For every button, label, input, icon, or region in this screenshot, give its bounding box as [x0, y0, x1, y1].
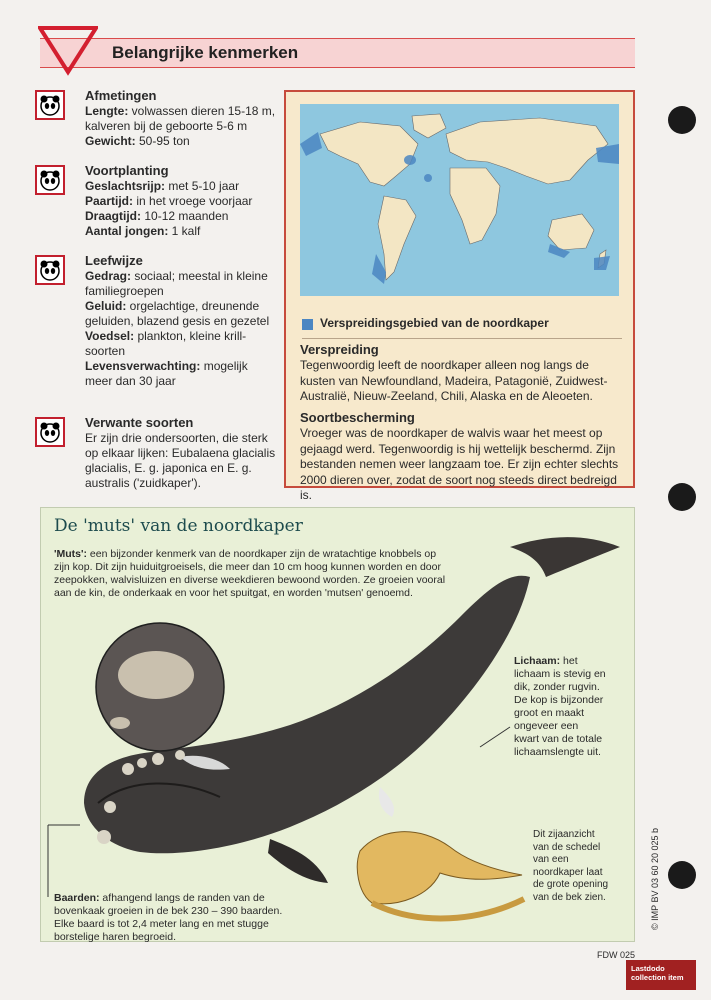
watermark-badge: Lastdodo collection item: [626, 960, 696, 990]
section-title: De 'muts' van de noordkaper: [54, 516, 303, 536]
legend-label: Verspreidingsgebied van de noordkaper: [320, 316, 549, 330]
feature-value: kalveren bij de geboorte 5-6 m: [85, 119, 248, 133]
feature-label: Paartijd:: [85, 194, 134, 208]
binder-hole: [668, 861, 696, 889]
feature-value: volwassen dieren 15-18 m,: [128, 104, 276, 118]
binder-hole: [668, 106, 696, 134]
feature-value: geluiden, blazend gesis en gezetel: [85, 314, 270, 328]
legend-swatch: [302, 319, 313, 330]
feature-value: meer dan 30 jaar: [85, 374, 176, 388]
panda-icon: [35, 417, 65, 447]
feature-heading: Afmetingen: [85, 88, 157, 103]
feature-value: 10-12 maanden: [141, 209, 229, 223]
panda-icon: [35, 90, 65, 120]
feature-label: Lengte:: [85, 104, 129, 118]
feature-label: Gewicht:: [85, 134, 136, 148]
divider: [302, 338, 622, 339]
panda-icon: [35, 165, 65, 195]
feature-afmetingen: [35, 88, 285, 149]
panda-icon: [35, 255, 65, 285]
distribution-card: [284, 90, 635, 502]
muts-label: 'Muts':: [54, 548, 87, 560]
feature-value: australis ('zuidkaper').: [85, 476, 201, 490]
feature-label: Aantal jongen:: [85, 224, 169, 238]
muts-text: een bijzonder kenmerk van de noordkaper zijn de wratachtige knobbels op zijn kop. Dit zijn huiduitgroeisels, die meer dan 10 cm hoog kunnen worden en door zeepokken, walvisluizen en diverse weekdieren bewoond worden. Ze groeien vooral aan de kin, de onderkaak en voor het spuitgat, en worden 'mutsen' genoemd.: [54, 548, 446, 599]
schedel-description: Dit zijaanzicht van de schedel van een noordkaper laat de grote opening van de bek zien.: [533, 829, 609, 903]
binder-hole: [668, 483, 696, 511]
corner-triangle-icon: [38, 26, 98, 76]
copyright: © IMP BV 03 60 20 025 b: [650, 827, 660, 930]
soortbescherming-text: Vroeger was de noordkaper de walvis waar het meest op gejaagd werd. Tegenwoordig is hij wettelijk beschermd. Zijn bestanden nemen weer langzaam toe. Er zijn echter slechts 2000 dieren over, zodat de soort nog steeds direct bedreigd is.: [300, 426, 619, 502]
card-code: FDW 025: [597, 950, 636, 960]
feature-label: Gedrag:: [85, 269, 132, 283]
feature-value: glacialis, E. g. japonica en E. g.: [85, 461, 252, 475]
feature-label: Voedsel:: [85, 329, 135, 343]
feature-heading: Verwante soorten: [85, 415, 194, 430]
feature-label: Geslachtsrijp:: [85, 179, 166, 193]
feature-value: 1 kalf: [168, 224, 201, 238]
feature-leefwijze: [35, 253, 285, 389]
feature-value: mogelijk: [200, 359, 248, 373]
world-map: [300, 104, 619, 296]
feature-value: in het vroege voorjaar: [133, 194, 253, 208]
feature-value: familiegroepen: [85, 284, 164, 298]
feature-heading: Leefwijze: [85, 253, 143, 268]
feature-label: Geluid:: [85, 299, 127, 313]
feature-value: soorten: [85, 344, 126, 358]
lichaam-text: het lichaam is stevig en dik, zonder rugvin. De kop is bijzonder groot en maakt ongeveer een kwart van de totale lichaamslengte uit.: [514, 655, 606, 758]
feature-value: met 5-10 jaar: [165, 179, 240, 193]
feature-value: 50-95 ton: [135, 134, 190, 148]
verspreiding-text: Tegenwoordig leeft de noordkaper alleen nog langs de kusten van Newfoundland, Madeira, Patagonië, Zuidwest-Australië, Nieuw-Zeeland, Chili, Alaska en de Aleoeten.: [300, 358, 608, 403]
page-title: Belangrijke kenmerken: [112, 43, 299, 62]
feature-value: plankton, kleine krill-: [134, 329, 247, 343]
feature-value: orgelachtige, dreunende: [126, 299, 260, 313]
feature-value: op elkaar lijken: Eubalaena glacialis: [85, 446, 276, 460]
baarden-description: [54, 892, 294, 944]
feature-label: Draagtijd:: [85, 209, 142, 223]
soortbescherming-heading: Soortbescherming: [300, 410, 415, 425]
baarden-text: afhangend langs de randen van de bovenkaak groeien in de bek 230 – 390 baarden. Elke baard is tot 2,4 meter lang en met stugge borstelige haren begroeid.: [54, 892, 283, 943]
lichaam-label: Lichaam:: [514, 655, 561, 667]
feature-heading: Voortplanting: [85, 163, 169, 178]
feature-value: Er zijn drie ondersoorten, die sterk: [85, 431, 268, 445]
feature-voortplanting: [35, 163, 285, 239]
lichaam-description: [514, 655, 606, 759]
feature-verwante-soorten: [35, 415, 285, 491]
muts-description: [54, 548, 449, 600]
feature-label: Levensverwachting:: [85, 359, 201, 373]
baarden-label: Baarden:: [54, 892, 100, 904]
feature-value: sociaal; meestal in kleine: [131, 269, 268, 283]
verspreiding-heading: Verspreiding: [300, 342, 379, 357]
